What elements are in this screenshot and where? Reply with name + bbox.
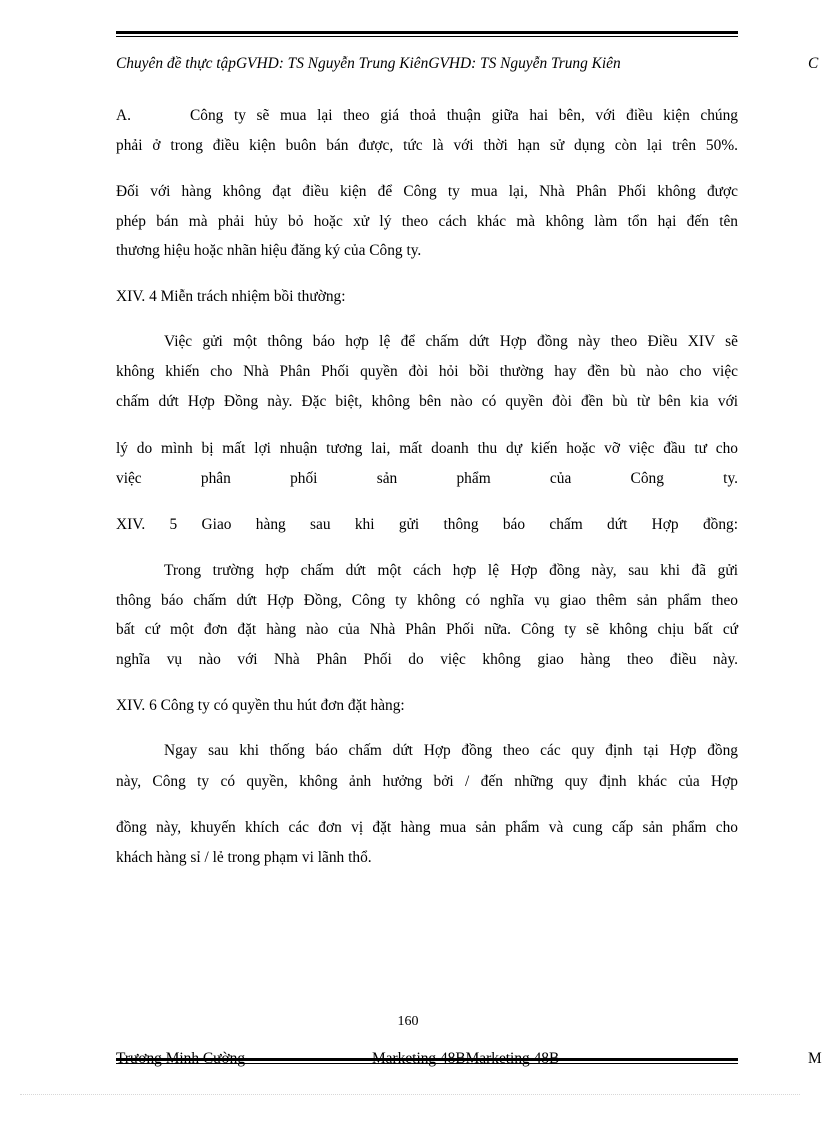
- body-line: Ngay sau khi thống báo chấm dứt Hợp đồng theo các quy định tại Hợp đồng: [164, 742, 738, 759]
- body-line: Đối với hàng không đạt điều kiện để Công ty mua lại, Nhà Phân Phối không được: [116, 183, 738, 200]
- body-line: phép bán mà phải hủy bỏ hoặc xử lý theo cách khác mà không làm tổn hại đến tên: [116, 213, 738, 230]
- running-header-overflow: C: [808, 55, 819, 72]
- list-marker: A.: [116, 107, 131, 124]
- body-line: không khiến cho Nhà Phân Phối quyền đòi hỏi bồi thường hay đền bù nào cho việc: [116, 363, 738, 380]
- header-rule: [116, 31, 738, 34]
- body-line: đồng này, khuyến khích các đơn vị đặt hàng mua sản phẩm và cung cấp sản phẩm cho: [116, 819, 738, 836]
- body-line: bất cứ một đơn đặt hàng nào của Nhà Phân Phối nữa. Công ty sẽ không chịu bất cứ: [116, 621, 738, 638]
- body-line: việc phân phối sản phẩm của Công ty.: [116, 470, 738, 487]
- footer-class: Marketing 48BMarketing 48B: [372, 1050, 560, 1067]
- body-line: Trong trường hợp chấm dứt một cách hợp lệ Hợp đồng này, sau khi đã gửi: [164, 562, 738, 579]
- body-line: Việc gửi một thông báo hợp lệ để chấm dứt Hợp đồng này theo Điều XIV sẽ: [164, 333, 738, 350]
- page-number: 160: [397, 1014, 419, 1029]
- body-line: nghĩa vụ nào với Nhà Phân Phối do việc không giao hàng theo điều này.: [116, 651, 738, 668]
- section-heading: XIV. 4 Miễn trách nhiệm bồi thường:: [116, 288, 346, 305]
- body-line: thương hiệu hoặc nhãn hiệu đăng ký của Công ty.: [116, 242, 422, 259]
- body-line: này, Công ty có quyền, không ảnh hưởng bởi / đến những quy định khác của Hợp: [116, 773, 738, 790]
- body-line-text: Công ty sẽ mua lại theo giá thoả thuận giữa hai bên, với điều kiện chúng: [190, 107, 738, 124]
- footer-overflow: M: [808, 1050, 822, 1067]
- running-header: Chuyên đề thực tậpGVHD: TS Nguyễn Trung KiênGVHD: TS Nguyễn Trung Kiên: [116, 55, 621, 72]
- body-line: chấm dứt Hợp Đồng này. Đặc biệt, không bên nào có quyền đòi đền bù từ bên kia với: [116, 393, 738, 410]
- body-line: lý do mình bị mất lợi nhuận tương lai, mất doanh thu dự kiến hoặc vỡ việc đầu tư cho: [116, 440, 738, 457]
- page-edge-dots: [20, 1094, 800, 1095]
- footer-rule: [116, 1058, 738, 1061]
- body-line: phải ở trong điều kiện buôn bán được, tức là với thời hạn sử dụng còn lại trên 50%.: [116, 137, 738, 154]
- body-line: [116, 107, 738, 125]
- section-heading: XIV. 6 Công ty có quyền thu hút đơn đặt hàng:: [116, 697, 405, 714]
- section-heading: XIV. 5 Giao hàng sau khi gửi thông báo chấm dứt Hợp đồng:: [116, 516, 738, 533]
- body-line: khách hàng sỉ / lẻ trong phạm vi lãnh thổ.: [116, 849, 372, 866]
- body-line: thông báo chấm dứt Hợp Đồng, Công ty không có nghĩa vụ giao thêm sản phẩm theo: [116, 592, 738, 609]
- footer-author: Trương Minh Cường: [116, 1050, 246, 1067]
